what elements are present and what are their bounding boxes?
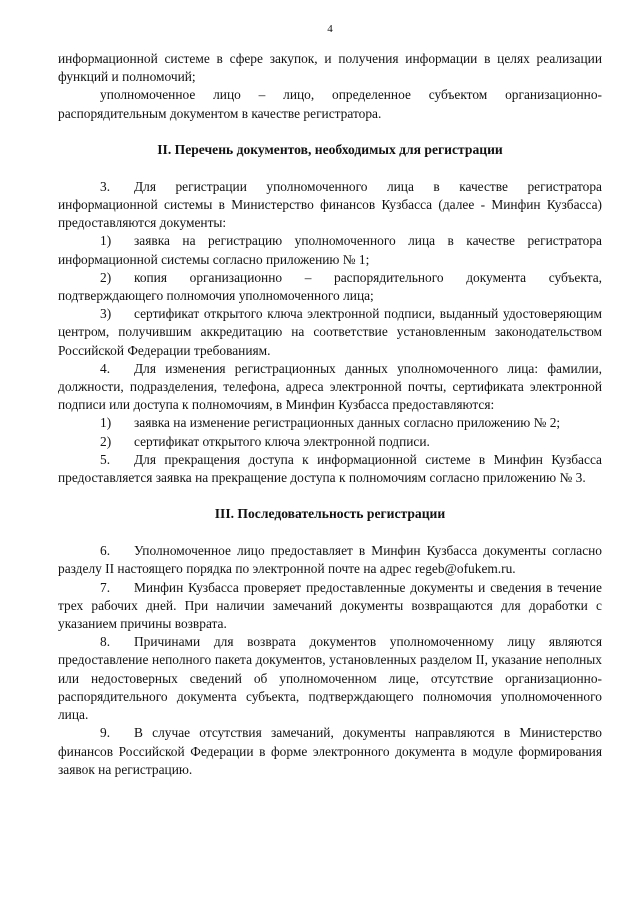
- clause-text: копия организационно – распорядительного документа субъекта, подтверждающего полномочия уполномоченного лица;: [58, 269, 602, 304]
- section-3-title: III. Последовательность регистрации: [214, 506, 446, 522]
- clause-number: 6.: [100, 543, 111, 559]
- clause-7: [58, 579, 602, 634]
- clause-number: 8.: [100, 634, 111, 650]
- clause-6: [58, 542, 602, 578]
- clause-number: 4.: [100, 360, 111, 376]
- clause-3-sub-3: [58, 305, 602, 360]
- intro-paragraph-1: информационной системе в сфере закупок, и получения информации в целях реализации функций и полномочий;: [58, 51, 602, 85]
- clause-5: [58, 451, 602, 487]
- clause-number: 3): [100, 306, 112, 322]
- clause-number: 1): [100, 415, 112, 431]
- clause-4: [58, 360, 602, 415]
- clause-text: Для изменения регистрационных данных уполномоченного лица: фамилии, должности, подразделения, телефона, адреса электронной почты, сертификата электронной подписи или доступа к полномочиям, в Минфин Кузбасса предоставляются:: [58, 360, 602, 413]
- clause-3-sub-2: [58, 269, 602, 305]
- clause-text: Уполномоченное лицо предоставляет в Минфин Кузбасса документы согласно разделу II настоящего порядка по электронной почте на адрес regeb@ofukem.ru.: [58, 543, 602, 577]
- clause-text: Причинами для возврата документов уполномоченному лицу являются предоставление неполного пакета документов, установленных разделом II, указание неполных или недостоверных сведений об уполномоченном лице, отсутствие организационно-распорядительного документа субъекта, подтверждающего полномочия уполномоченного лица.: [58, 634, 602, 723]
- intro-paragraph-2: уполномоченное лицо – лицо, определенное субъектом организационно-распорядительным документом в качестве регистратора.: [58, 87, 602, 121]
- clause-9: [58, 724, 602, 779]
- clause-4-sub-1: [58, 414, 602, 432]
- clause-text: сертификат открытого ключа электронной подписи.: [134, 433, 430, 449]
- clause-text: сертификат открытого ключа электронной подписи, выданный удостоверяющим центром, получившим аккредитацию на соответствие установленным законодательством Российской Федерации требованиям.: [58, 306, 602, 358]
- clause-8: [58, 633, 602, 724]
- clause-text: заявка на изменение регистрационных данных согласно приложению № 2;: [134, 415, 561, 431]
- clause-number: 1): [100, 233, 112, 249]
- clause-number: 2): [100, 269, 112, 285]
- clause-text: Для прекращения доступа к информационной системе в Минфин Кузбасса предоставляется заявка на прекращение доступа к полномочиям согласно приложению № 3.: [58, 451, 602, 486]
- section-2-title: II. Перечень документов, необходимых для регистрации: [157, 141, 503, 157]
- clause-number: 9.: [100, 725, 111, 741]
- clause-number: 2): [100, 433, 112, 449]
- clause-number: 3.: [100, 178, 111, 194]
- page-number: 4: [327, 23, 333, 35]
- clause-number: 5.: [100, 451, 111, 467]
- clause-text: заявка на регистрацию уполномоченного лица в качестве регистратора информационной системы согласно приложению № 1;: [58, 233, 602, 267]
- clause-text: В случае отсутствия замечаний, документы направляются в Министерство финансов Российской Федерации в форме электронного документа в модуле формирования заявок на регистрацию.: [58, 725, 602, 777]
- clause-text: Минфин Кузбасса проверяет предоставленные документы и сведения в течение трех рабочих дней. При наличии замечаний документы возвращаются для доработки с указанием причины возврата.: [58, 579, 602, 632]
- clause-4-sub-2: [58, 433, 602, 451]
- clause-number: 7.: [100, 579, 111, 595]
- clause-3: [58, 178, 602, 233]
- clause-3-sub-1: [58, 232, 602, 268]
- clause-text: Для регистрации уполномоченного лица в качестве регистратора информационной системы в Министерство финансов Кузбасса (далее - Минфин Кузбасса) предоставляются документы:: [58, 178, 602, 231]
